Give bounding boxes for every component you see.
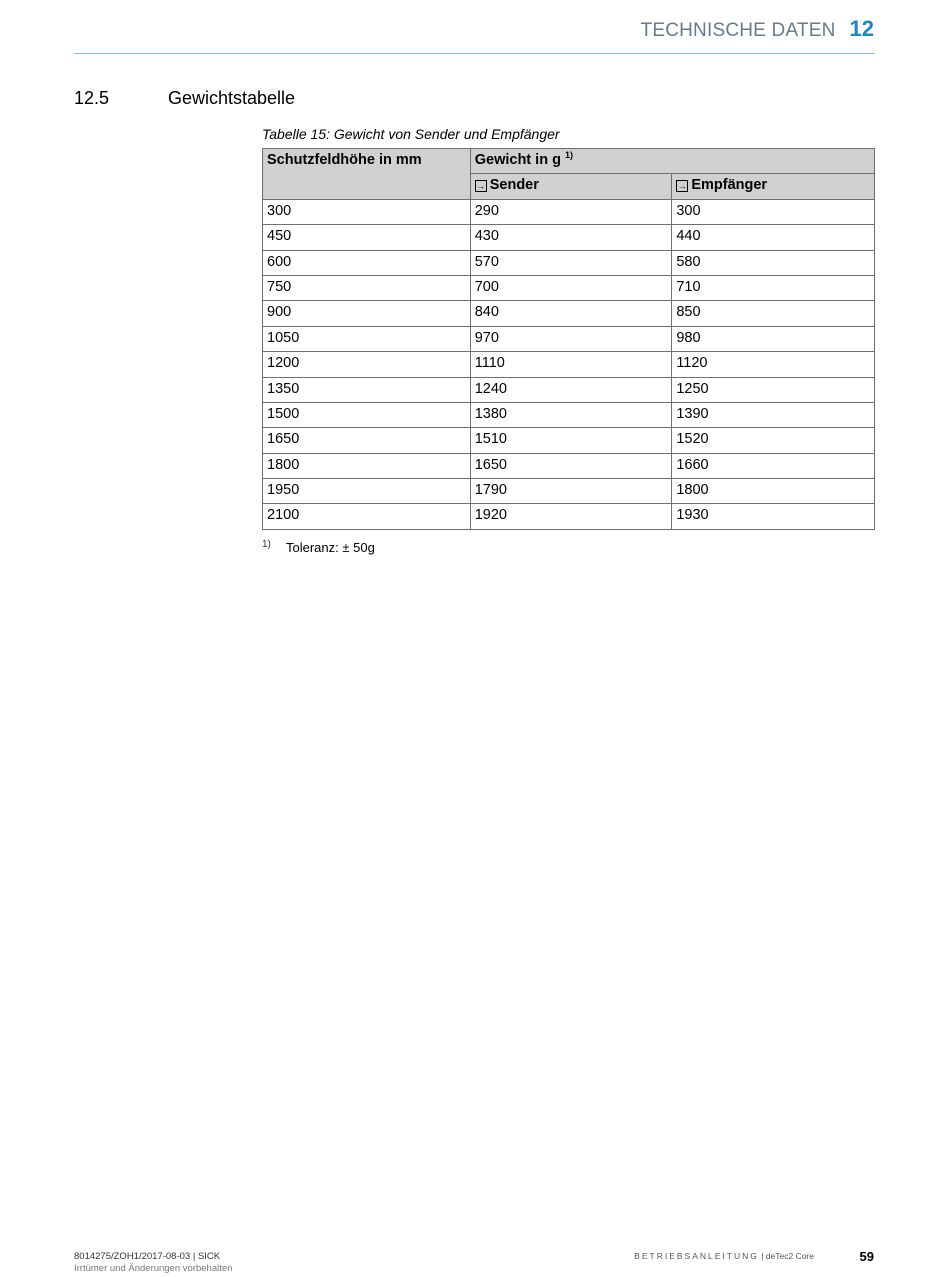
table-row [263, 250, 875, 275]
cell-receiver-weight: 710 [672, 275, 875, 300]
cell-field-height: 2100 [263, 504, 471, 529]
cell-field-height: 300 [263, 199, 471, 224]
cell-sender-weight: 1790 [470, 479, 672, 504]
cell-receiver-weight: 1520 [672, 428, 875, 453]
weight-group-label: Gewicht in g [474, 152, 561, 168]
table-row [263, 428, 875, 453]
header-divider [74, 53, 875, 54]
weight-table [262, 148, 875, 530]
cell-field-height: 1200 [263, 352, 471, 377]
cell-receiver-weight: 980 [672, 326, 875, 351]
cell-sender-weight: 700 [470, 275, 672, 300]
table-row [263, 352, 875, 377]
footer-right [634, 1251, 814, 1261]
cell-sender-weight: 1240 [470, 377, 672, 402]
cell-field-height: 1500 [263, 402, 471, 427]
cell-field-height: 1050 [263, 326, 471, 351]
manual-label: BETRIEBSANLEITUNG [634, 1251, 759, 1261]
table-row [263, 199, 875, 224]
column-header-sender [470, 174, 672, 199]
cell-receiver-weight: 850 [672, 301, 875, 326]
cell-receiver-weight: 1250 [672, 377, 875, 402]
table-row [263, 275, 875, 300]
cell-field-height: 750 [263, 275, 471, 300]
cell-sender-weight: 290 [470, 199, 672, 224]
footnote-text: Toleranz: ± 50g [286, 540, 375, 555]
cell-sender-weight: 430 [470, 225, 672, 250]
cell-receiver-weight: 1660 [672, 453, 875, 478]
table-row [263, 479, 875, 504]
cell-field-height: 450 [263, 225, 471, 250]
chapter-title: TECHNISCHE DATEN [640, 20, 836, 41]
cell-receiver-weight: 1390 [672, 402, 875, 427]
column-header-weight-group [470, 149, 874, 174]
section-title: Gewichtstabelle [168, 88, 296, 108]
disclaimer: Irrtümer und Änderungen vorbehalten [74, 1263, 233, 1274]
column-header-receiver [672, 174, 875, 199]
cell-sender-weight: 1510 [470, 428, 672, 453]
cell-receiver-weight: 1120 [672, 352, 875, 377]
footer-left [74, 1251, 232, 1275]
cell-receiver-weight: 580 [672, 250, 875, 275]
cell-receiver-weight: 440 [672, 225, 875, 250]
sender-icon: → [476, 181, 486, 192]
receiver-label: Empfänger [691, 177, 768, 194]
cell-sender-weight: 1650 [470, 453, 672, 478]
section-number: 12.5 [74, 88, 110, 108]
table-body [263, 199, 875, 529]
cell-field-height: 1800 [263, 453, 471, 478]
cell-field-height: 1950 [263, 479, 471, 504]
table-row [263, 402, 875, 427]
table-row [263, 504, 875, 529]
column-header-field-height [263, 149, 471, 200]
table-row [263, 225, 875, 250]
cell-receiver-weight: 300 [672, 199, 875, 224]
footnote-mark: 1) [262, 539, 271, 550]
table-caption: Tabelle 15: Gewicht von Sender und Empfänger [262, 126, 560, 142]
cell-sender-weight: 970 [470, 326, 672, 351]
cell-field-height: 900 [263, 301, 471, 326]
footer-separator: | [758, 1251, 766, 1261]
cell-receiver-weight: 1800 [672, 479, 875, 504]
table-row [263, 453, 875, 478]
product-name: deTec2 Core [765, 1251, 814, 1261]
table-row [263, 377, 875, 402]
table-row [263, 301, 875, 326]
cell-sender-weight: 1920 [470, 504, 672, 529]
column-header-field-height-label: Schutzfeldhöhe in mm [267, 152, 422, 168]
sender-label: Sender [489, 177, 539, 194]
cell-sender-weight: 840 [470, 301, 672, 326]
document-id: 8014275/ZOH1/2017-08-03 | SICK [74, 1251, 221, 1262]
cell-field-height: 1350 [263, 377, 471, 402]
cell-sender-weight: 570 [470, 250, 672, 275]
receiver-icon: → [677, 181, 687, 192]
table-row [263, 326, 875, 351]
cell-sender-weight: 1380 [470, 402, 672, 427]
cell-receiver-weight: 1930 [672, 504, 875, 529]
footnote-reference: 1) [564, 150, 573, 161]
chapter-header [641, 16, 874, 42]
cell-field-height: 1650 [263, 428, 471, 453]
page-number: 59 [859, 1249, 874, 1264]
chapter-number: 12 [849, 16, 874, 41]
table-header-row [263, 149, 875, 174]
cell-sender-weight: 1110 [470, 352, 672, 377]
cell-field-height: 600 [263, 250, 471, 275]
